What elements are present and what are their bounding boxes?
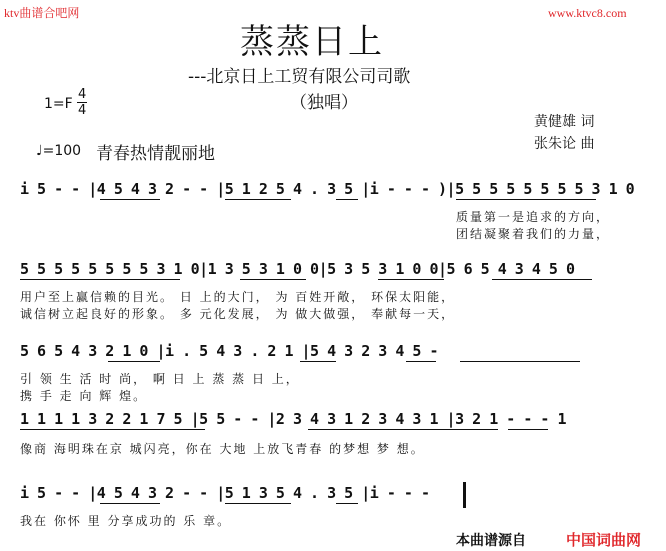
song-title: 蒸蒸日上 <box>240 22 384 62</box>
beam <box>300 361 336 362</box>
beam <box>240 279 306 280</box>
notation-system-4: 1 1 1 1 3 2 2 1 7 5 |5 5 - - |2 3 4 3 1 2 3 4 3 1 |3 2 1 - - - 1 <box>20 410 566 428</box>
beam <box>460 361 580 362</box>
lyrics-system-1-verse-1: 质量第一是追求的方向， <box>456 210 611 224</box>
beam <box>378 279 444 280</box>
notation-system-1: i 5 - - |4 5 4 3 2 - - |5 1 2 5 4 . 3 5 |i - - - )|5 5 5 5 5 5 5 5 3 1 0 <box>20 180 635 198</box>
beam <box>108 361 160 362</box>
beam <box>20 279 180 280</box>
beam <box>225 199 291 200</box>
lyrics-system-3-verse-1: 引 领 生 活 时 尚， 啊 日 上 蒸 蒸 日 上， <box>20 372 300 386</box>
notation-system-2: 5 5 5 5 5 5 5 5 3 1 0|1 3 5 3 1 0 0|5 3 5 3 1 0 0|5 6 5 4 3 4 5 0 <box>20 260 575 278</box>
beam <box>508 429 548 430</box>
watermark-left: ktv曲谱合吧网 <box>4 6 80 20</box>
beam <box>456 199 596 200</box>
beam <box>225 503 291 504</box>
beam <box>336 503 358 504</box>
performance-mode: （独唱） <box>290 93 358 113</box>
watermark-right: www.ktvc8.com <box>548 6 627 20</box>
final-barline <box>463 482 466 508</box>
lyrics-system-3-verse-2: 携 手 走 向 辉 煌。 <box>20 389 148 403</box>
beam <box>336 199 358 200</box>
source-label: 本曲谱源自 <box>456 533 526 549</box>
lyrics-system-1-verse-2: 团结凝聚着我们的力量， <box>456 227 611 241</box>
expression-mark: 青春热情靓丽地 <box>96 144 215 164</box>
lyrics-system-5-verse-1: 我在 你怀 里 分享成功的 乐 章。 <box>20 514 232 528</box>
beam <box>406 361 436 362</box>
notation-system-5: i 5 - - |4 5 4 3 2 - - |5 1 3 5 4 . 3 5 |i - - - <box>20 484 430 502</box>
meter-bottom: 4 <box>78 103 87 118</box>
beam <box>492 279 592 280</box>
lyrics-system-4-verse-1: 像商 海明珠在京 城闪亮，你在 大地 上放飞青春 的梦想 梦 想。 <box>20 442 425 456</box>
beam <box>308 429 498 430</box>
tempo-mark: ♩=100 <box>36 143 82 159</box>
lyricist-credit: 黄健雄 词 <box>534 114 595 130</box>
beam <box>100 503 160 504</box>
lyrics-system-2-verse-2: 诚信树立起良好的形象。 多 元化发展， 为 做大做强， 奉献每一天， <box>20 307 456 321</box>
source-site: 中国词曲网 <box>566 531 642 549</box>
key-signature: 1=F <box>44 96 73 112</box>
beam <box>20 429 205 430</box>
song-subtitle: ---北京日上工贸有限公司司歌 <box>188 67 411 87</box>
composer-credit: 张朱论 曲 <box>534 136 595 152</box>
notation-system-3: 5 6 5 4 3 2 1 0 |i . 5 4 3 . 2 1 |5 4 3 2 3 4 5 - <box>20 342 439 360</box>
lyrics-system-2-verse-1: 用户至上赢信赖的目光。 日 上的大门， 为 百姓开敞， 环保太阳能， <box>20 290 456 304</box>
meter-top: 4 <box>78 87 87 102</box>
beam <box>100 199 160 200</box>
